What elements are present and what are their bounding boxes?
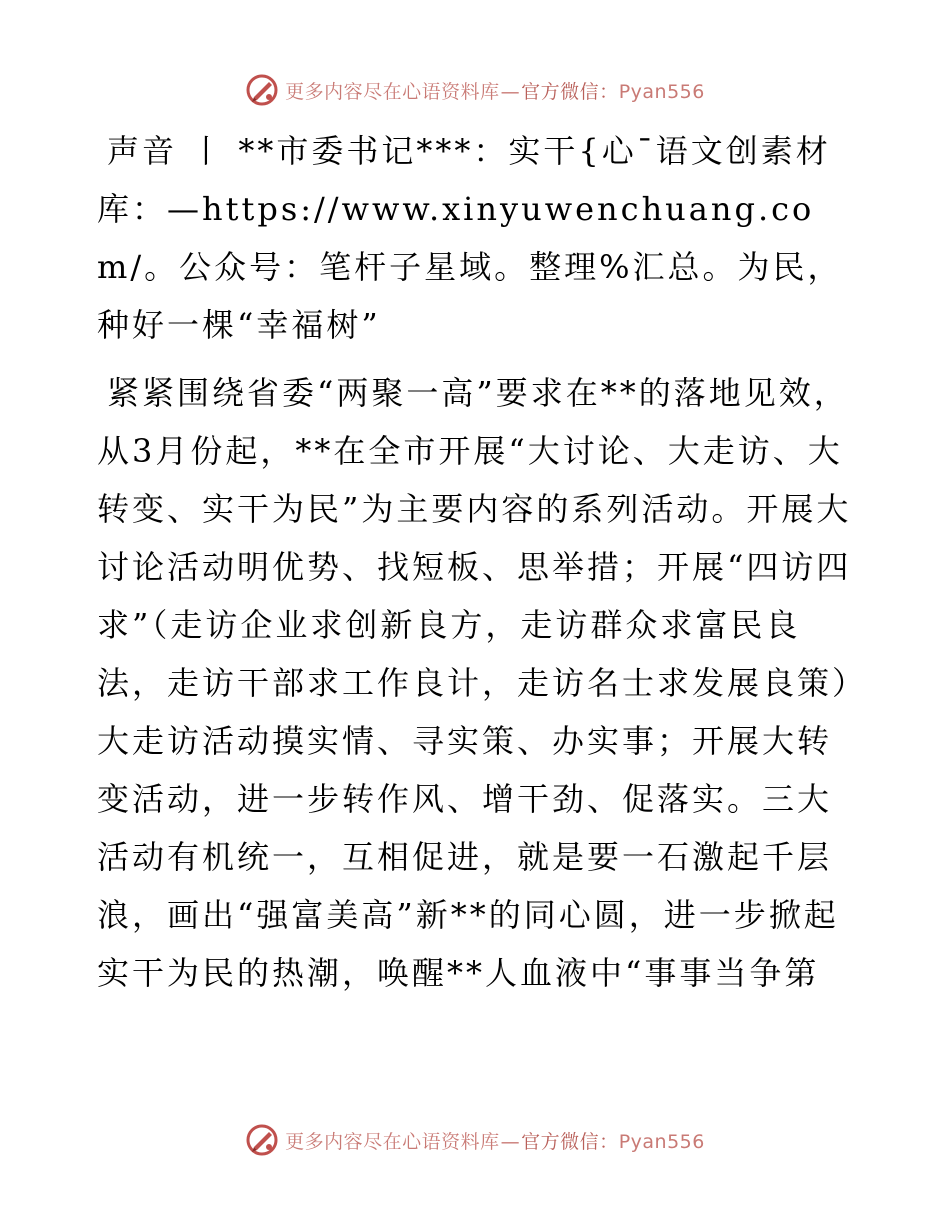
header-watermark: [0, 70, 950, 110]
pen-seal-logo-icon: [245, 1123, 279, 1157]
watermark-slogan: 更多内容尽在心语资料库: [285, 80, 500, 103]
watermark-wechat-label: 官方微信：: [521, 80, 619, 103]
watermark-separator: —: [500, 80, 521, 103]
watermark-wechat-label: 官方微信：: [521, 1130, 619, 1153]
watermark-slogan: 更多内容尽在心语资料库: [285, 1130, 500, 1153]
watermark-wechat-id: Pyan556: [618, 80, 705, 103]
body-paragraph: 紧紧围绕省委“两聚一高”要求在**的落地见效，从3月份起，**在全市开展“大讨论、大走访、大转变、实干为民”为主要内容的系列活动。开展大讨论活动明优势、找短板、思举措；开展“四访四求”（走访企业求创新良方，走访群众求富民良法，走访干部求工作良计，走访名士求发展良策）大走访活动摸实情、寻实策、办实事；开展大转变活动，进一步转作风、增干劲、促落实。三大活动有机统一，互相促进，就是要一石激起千层浪，画出“强富美高”新**的同心圆，进一步掀起实干为民的热潮，唤醒**人血液中“事事当争第: [97, 374, 852, 992]
document-body: [97, 122, 857, 1002]
watermark-text: [285, 77, 705, 104]
watermark-separator: —: [500, 1130, 521, 1153]
watermark-wechat-id: Pyan556: [618, 1130, 705, 1153]
watermark-text: [285, 1127, 705, 1154]
title-paragraph: 声音 丨 **市委书记***：实干{心¯语文创素材库：—https://www.xinyuwenchuang.com/。公众号：笔杆子星域。整理%汇总。为民，种好一棵“幸福树”: [97, 132, 843, 344]
pen-seal-logo-icon: [245, 73, 279, 107]
footer-watermark: [0, 1120, 950, 1160]
